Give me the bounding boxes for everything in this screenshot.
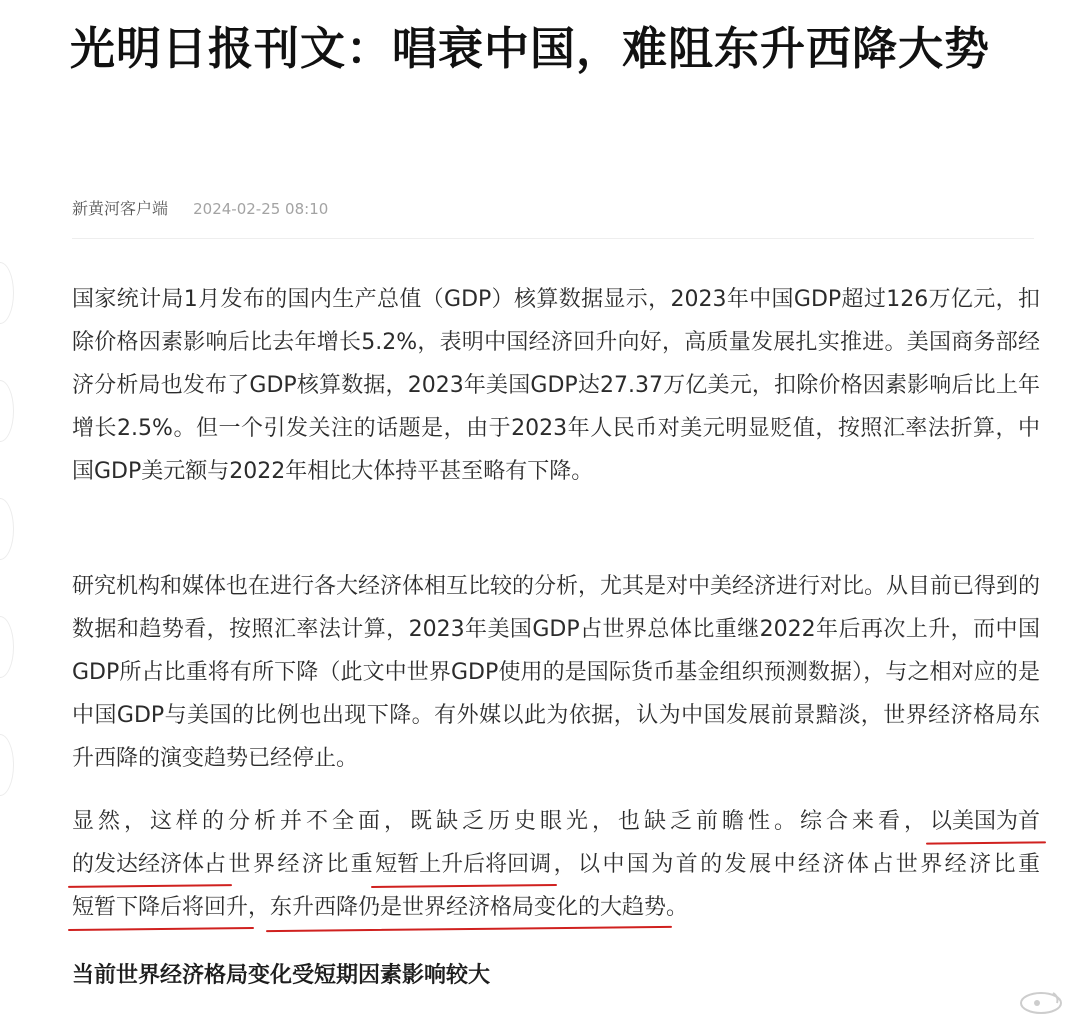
highlighted-phrase: 东升西降仍是世界经济格局变化的大趋势 (270, 886, 666, 929)
highlighted-phrase: 以美国为首 (930, 800, 1040, 843)
side-action-button[interactable] (0, 380, 14, 442)
side-action-button[interactable] (0, 498, 14, 560)
paragraph-1: 国家统计局1月发布的国内生产总值（GDP）核算数据显示，2023年中国GDP超过126万亿元，扣除价格因素影响后比去年增长5.2%，表明中国经济回升向好，高质量发展扎实推进。美国商务部经济分析局也发布了GDP核算数据，2023年美国GDP达27.37万亿美元，扣除价格因素影响后比上年增长2.5%。但一个引发关注的话题是，由于2023年人民币对美元明显贬值，按照汇率法折算，中国GDP美元额与2022年相比大体持平甚至略有下降。 (72, 287, 1040, 484)
publish-time: 2024-02-25 08:10 (193, 200, 329, 218)
highlighted-phrase: 短暂上升后将回调 (375, 843, 551, 886)
source-name[interactable]: 新黄河客户端 (72, 199, 169, 218)
paragraph-3-text: ，以中国为首的发展中经济体占世界经济比重 (551, 852, 1040, 877)
side-action-button[interactable] (0, 734, 14, 796)
highlighted-phrase: 短暂下降后将回升 (72, 886, 248, 929)
side-action-button[interactable] (0, 262, 14, 324)
paragraph-3-text: 显然，这样的分析并不全面，既缺乏历史眼光，也缺乏前瞻性。综合来看， (72, 809, 930, 834)
paragraph-3-text: 。 (666, 895, 689, 920)
side-action-button[interactable] (0, 616, 14, 678)
paragraph-3 (72, 800, 1040, 929)
section-heading: 当前世界经济格局变化受短期因素影响较大 (72, 963, 491, 988)
paragraph-2: 研究机构和媒体也在进行各大经济体相互比较的分析，尤其是对中美经济进行对比。从目前已得到的数据和趋势看，按照汇率法计算，2023年美国GDP占世界总体比重继2022年后再次上升，而中国GDP所占比重将有所下降（此文中世界GDP使用的是国际货币基金组织预测数据），与之相对应的是中国GDP与美国的比例也出现下降。有外媒以此为依据，认为中国发展前景黯淡，世界经济格局东升西降的演变趋势已经停止。 (72, 574, 1041, 771)
meta-divider (72, 238, 1034, 239)
article-title: 光明日报刊文：唱衰中国，难阻东升西降大势 (70, 22, 991, 75)
highlighted-phrase: 的发达经济体占 (72, 843, 226, 886)
left-side-toolbar (0, 0, 14, 1029)
article-meta (72, 197, 328, 221)
platform-watermark-icon (1017, 989, 1065, 1015)
paragraph-3-text: ， (248, 895, 271, 920)
paragraph-3-text: 世界经济比重 (226, 852, 376, 877)
